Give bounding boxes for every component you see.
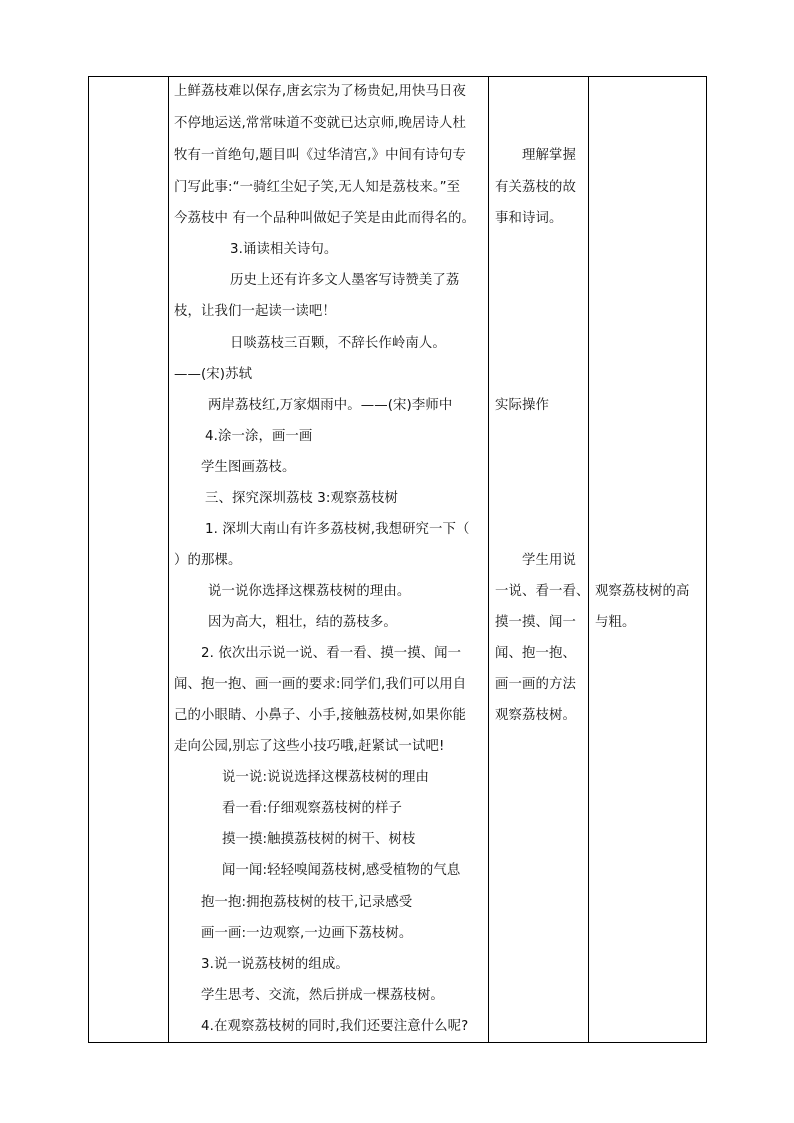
- text-line: 学生用说: [522, 553, 576, 568]
- activity-line: 摸一摸:触摸荔枝树的树干、树枝: [222, 832, 416, 847]
- activity-line: 抱一抱:拥抱荔枝树的枝干,记录感受: [201, 895, 413, 910]
- text-line: 枝，让我们一起读一读吧！: [174, 304, 336, 319]
- activity-line: 画一画:一边观察,一边画下荔枝树。: [201, 926, 413, 941]
- text-line: 4.在观察荔枝树的同时,我们还要注意什么呢?: [201, 1019, 469, 1034]
- text-line: 不停地运送,常常味道不变就已达京师,晚居诗人杜: [174, 116, 467, 131]
- text-line: 3.诵读相关诗句。: [230, 242, 338, 257]
- text-line: 闻、抱一抱、: [495, 646, 576, 661]
- text-line: 闻、抱一抱、画一画的要求:同学们,我们可以用自: [174, 677, 467, 692]
- text-line: 与粗。: [595, 615, 636, 630]
- text-line: 一说、看一看、: [495, 584, 590, 599]
- text-line: 画一画的方法: [495, 677, 576, 692]
- text-line: 有关荔枝的故: [495, 180, 576, 195]
- activity-line: 看一看:仔细观察荔枝树的样子: [222, 801, 402, 816]
- poem-author: ——(宋)苏轼: [174, 367, 253, 382]
- text-line: 4.涂一涂，画一画: [205, 429, 313, 444]
- text-line: 理解掌握: [522, 148, 576, 163]
- text-line: 1. 深圳大南山有许多荔枝树,我想研究一下（: [205, 522, 470, 537]
- table-border-col4: [588, 76, 589, 1043]
- text-line: 走向公园,别忘了这些小技巧哦,赶紧试一试吧!: [174, 739, 445, 754]
- poem-line: 两岸荔枝红,万家烟雨中。——(宋)李师中: [208, 398, 453, 413]
- poem-line: 日啖荔枝三百颗，不辞长作岭南人。: [230, 336, 446, 351]
- table-top-border: [88, 76, 707, 77]
- activity-line: 闻一闻:轻轻嗅闻荔枝树,感受植物的气息: [222, 863, 461, 878]
- text-line: 事和诗词。: [495, 211, 563, 226]
- activity-line: 说一说:说说选择这棵荔枝树的理由: [222, 770, 429, 785]
- text-line: 观察荔枝树。: [495, 708, 576, 723]
- text-line: 因为高大，粗壮，结的荔枝多。: [208, 615, 397, 630]
- table-bottom-border: [88, 1042, 707, 1043]
- table-border-right: [706, 76, 707, 1043]
- text-line: 3.说一说荔枝树的组成。: [201, 957, 349, 972]
- text-line: 学生图画荔枝。: [201, 460, 296, 475]
- text-line: 摸一摸、闻一: [495, 615, 576, 630]
- text-line: 上鲜荔枝难以保存,唐玄宗为了杨贵妃,用快马日夜: [174, 84, 467, 99]
- text-line: ）的那棵。: [174, 553, 242, 568]
- text-line: 学生思考、交流，然后拼成一棵荔枝树。: [201, 988, 444, 1003]
- table-border-col3: [488, 76, 489, 1043]
- table-border-col1: [88, 76, 89, 1043]
- section-heading: 三、探究深圳荔枝 3:观察荔枝树: [205, 491, 398, 506]
- text-line: 己的小眼睛、小鼻子、小手,接触荔枝树,如果你能: [174, 708, 467, 723]
- table-border-col2: [168, 76, 169, 1043]
- text-line: 说一说你选择这棵荔枝树的理由。: [208, 584, 411, 599]
- text-line: 2. 依次出示说一说、看一看、摸一摸、闻一: [201, 646, 462, 661]
- text-line: 观察荔枝树的高: [595, 584, 690, 599]
- text-line: 门写此事:“一骑红尘妃子笑,无人知是荔枝来。”至: [174, 180, 461, 195]
- text-line: 牧有一首绝句,题目叫《过华清宫,》中间有诗句专: [174, 148, 467, 163]
- text-line: 实际操作: [495, 398, 549, 413]
- text-line: 历史上还有许多文人墨客写诗赞美了荔: [230, 273, 460, 288]
- text-line: 今荔枝中 有一个品种叫做妃子笑是由此而得名的。: [174, 211, 476, 226]
